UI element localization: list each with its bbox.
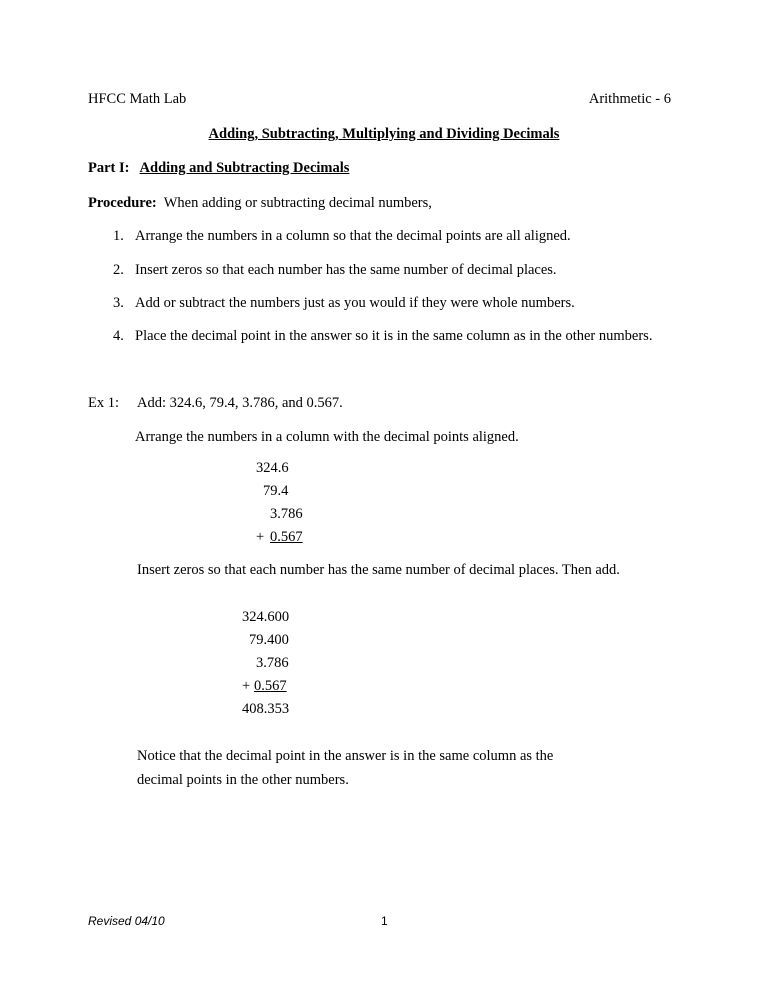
step-number: 4.	[113, 328, 124, 344]
col2-plus-sign: +	[242, 678, 251, 694]
header-right: Arithmetic - 6	[588, 91, 671, 107]
col1-plus-sign: +	[256, 529, 265, 545]
col1-number: 3.786	[270, 506, 303, 522]
procedure-line	[88, 196, 432, 211]
note-line-1: Notice that the decimal point in the answer is in the same column as the	[137, 748, 554, 764]
example1-step2: Insert zeros so that each number has the same number of decimal places. Then add.	[137, 562, 620, 578]
col2-number: 3.786	[256, 655, 289, 671]
procedure-step-4	[113, 329, 652, 344]
step-text: Insert zeros so that each number has the same number of decimal places.	[135, 262, 557, 278]
page-title: Adding, Subtracting, Multiplying and Dividing Decimals	[208, 126, 560, 142]
procedure-label: Procedure:	[88, 195, 157, 211]
procedure-intro: When adding or subtracting decimal numbers,	[163, 195, 432, 211]
col2-number: 0.567	[254, 678, 287, 694]
col1-number: 79.4	[263, 483, 289, 499]
col2-sum: 408.353	[242, 701, 290, 717]
step-text: Add or subtract the numbers just as you would if they were whole numbers.	[135, 295, 575, 311]
step-number: 1.	[113, 228, 124, 244]
col2-number: 324.600	[242, 609, 290, 625]
example1-label: Ex 1:	[88, 395, 120, 411]
footer-page-number: 1	[381, 914, 388, 928]
note-line-2: decimal points in the other numbers.	[137, 772, 349, 788]
col2-number: 79.400	[249, 632, 289, 648]
step-text: Arrange the numbers in a column so that the decimal points are all aligned.	[135, 228, 571, 244]
col1-number: 0.567	[270, 529, 303, 545]
part1-label: Part I:	[88, 160, 130, 176]
step-number: 2.	[113, 262, 124, 278]
step-text: Place the decimal point in the answer so it is in the same column as in the other numbers.	[135, 328, 653, 344]
part1-title: Adding and Subtracting Decimals	[139, 160, 350, 176]
procedure-step-3	[113, 296, 575, 311]
part1-heading	[88, 161, 349, 176]
example1-step1: Arrange the numbers in a column with the decimal points aligned.	[135, 429, 519, 445]
col1-number: 324.6	[256, 460, 289, 476]
procedure-step-2	[113, 263, 557, 278]
footer-revised: Revised 04/10	[88, 914, 165, 928]
header-left: HFCC Math Lab	[88, 91, 187, 107]
example1-prompt: Add: 324.6, 79.4, 3.786, and 0.567.	[137, 395, 343, 411]
step-number: 3.	[113, 295, 124, 311]
procedure-step-1	[113, 229, 571, 244]
